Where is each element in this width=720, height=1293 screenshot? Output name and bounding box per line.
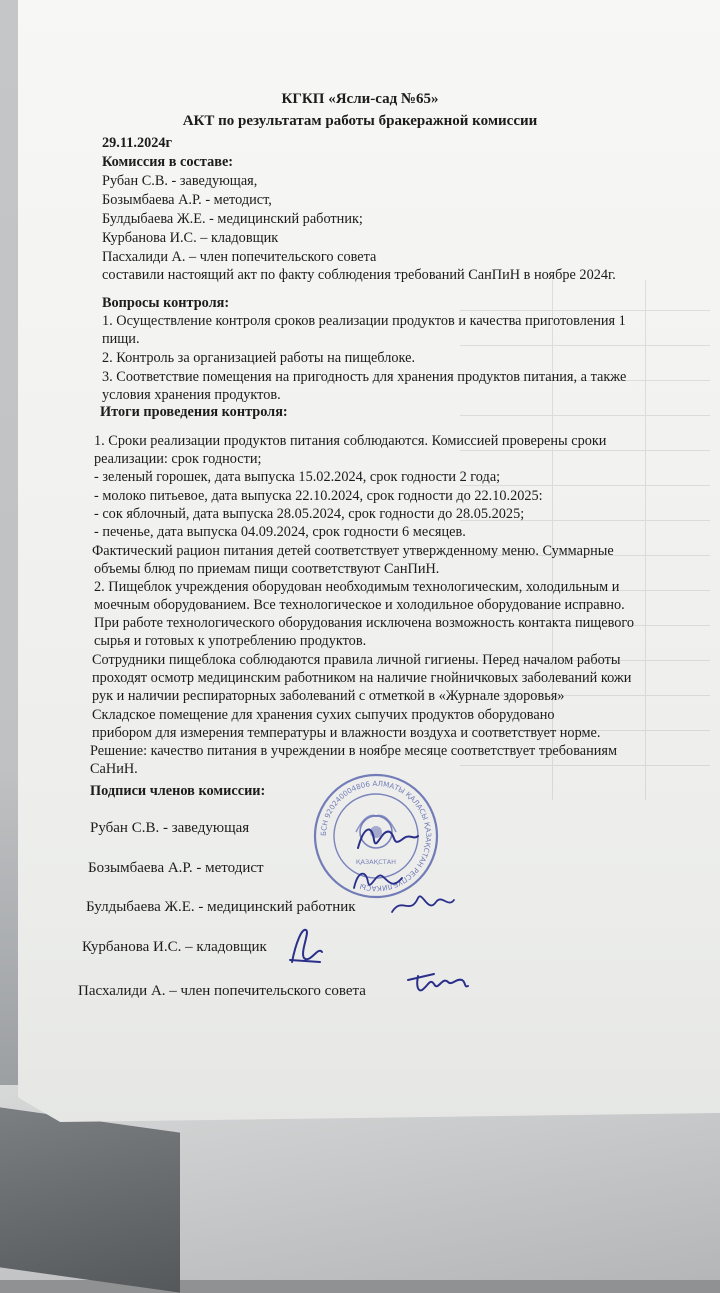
results-heading: Итоги проведения контроля: <box>100 404 288 420</box>
signature-name: Курбанова И.С. – кладовщик <box>82 939 267 955</box>
result-line: проходят осмотр медицинским работником на наличие гнойничковых заболеваний кожи <box>92 670 632 686</box>
result-line: прибором для измерения температуры и влажности воздуха и соответствует норме. <box>92 725 601 741</box>
questions-heading: Вопросы контроля: <box>102 295 230 311</box>
result-line: СаНиН. <box>90 761 138 777</box>
result-line: - печенье, дата выпуска 04.09.2024, срок годности 6 месяцев. <box>94 524 466 540</box>
commission-member: Курбанова И.С. – кладовщик <box>102 230 279 246</box>
commission-closing: составили настоящий акт по факту соблюдения требований СанПиН в ноябре 2024г. <box>102 267 616 283</box>
signatures-heading: Подписи членов комиссии: <box>90 783 266 799</box>
signature-name: Рубан С.В. - заведующая <box>90 820 250 836</box>
result-line: Складское помещение для хранения сухих сыпучих продуктов оборудовано <box>92 707 555 723</box>
result-line: 1. Сроки реализации продуктов питания соблюдаются. Комиссией проверены сроки <box>94 433 607 449</box>
signature-mark-3 <box>388 886 458 922</box>
signature-mark-5 <box>404 966 470 1000</box>
stamp-inner-text: ҚАЗАҚСТАН <box>355 858 397 866</box>
result-line: моечным оборудованием. Все технологическое и холодильное оборудование исправно. <box>94 597 625 613</box>
result-line: Решение: качество питания в учреждении в ноябре месяце соответствует требованиям <box>90 743 618 759</box>
desk-shadow <box>0 1107 180 1292</box>
signature-name: Булдыбаева Ж.Е. - медицинский работник <box>86 899 356 915</box>
result-line: реализации: срок годности; <box>94 451 262 467</box>
result-line: Фактический рацион питания детей соответствует утвержденному меню. Суммарные <box>92 543 614 559</box>
signature-name: Бозымбаева А.Р. - методист <box>88 860 264 876</box>
question-line: 1. Осуществление контроля сроков реализации продуктов и качества приготовления 1 <box>102 313 626 329</box>
stamp-ring-text: БСН 920240004806 АЛМАТЫ ҚАЛАСЫ ҚАЗАҚСТАН РЕСПУБЛИКАСЫ <box>318 778 434 894</box>
signature-mark-1 <box>352 818 422 858</box>
question-line: 2. Контроль за организацией работы на пищеблоке. <box>102 350 416 366</box>
question-line: 3. Соответствие помещения на пригодность для хранения продуктов питания, а также <box>102 369 627 385</box>
document-date: 29.11.2024г <box>102 135 173 151</box>
question-line: условия хранения продуктов. <box>102 387 281 403</box>
signature-name: Пасхалиди А. – член попечительского совета <box>78 983 366 999</box>
signature-mark-4 <box>284 922 328 968</box>
result-line: При работе технологического оборудования исключена возможность контакта пищевого <box>94 615 635 631</box>
result-line: сырья и готовых к употреблению продуктов. <box>94 633 367 649</box>
question-line: пищи. <box>102 331 140 347</box>
result-line: - зеленый горошек, дата выпуска 15.02.2024, срок годности 2 года; <box>94 469 501 485</box>
commission-member: Булдыбаева Ж.Е. - медицинский работник; <box>102 211 363 227</box>
commission-member: Бозымбаева А.Р. - методист, <box>102 192 272 208</box>
commission-member: Рубан С.В. - заведующая, <box>102 173 258 189</box>
result-line: объемы блюд по приемам пищи соответствуют СанПиН. <box>94 561 440 577</box>
result-line: 2. Пищеблок учреждения оборудован необходимым технологическим, холодильным и <box>94 579 620 595</box>
document-title: АКТ по результатам работы бракеражной комиссии <box>182 113 538 129</box>
result-line: Сотрудники пищеблока соблюдаются правила личной гигиены. Перед началом работы <box>92 652 621 668</box>
commission-member: Пасхалиди А. – член попечительского совета <box>102 249 377 265</box>
commission-heading: Комиссия в составе: <box>102 154 234 170</box>
org-title: КГКП «Ясли-сад №65» <box>281 91 439 107</box>
result-line: рук и наличии респираторных заболеваний с отметкой в «Журнале здоровья» <box>92 688 565 704</box>
result-line: - молоко питьевое, дата выпуска 22.10.2024, срок годности до 22.10.2025: <box>94 488 543 504</box>
result-line: - сок яблочный, дата выпуска 28.05.2024, срок годности до 28.05.2025; <box>94 506 525 522</box>
